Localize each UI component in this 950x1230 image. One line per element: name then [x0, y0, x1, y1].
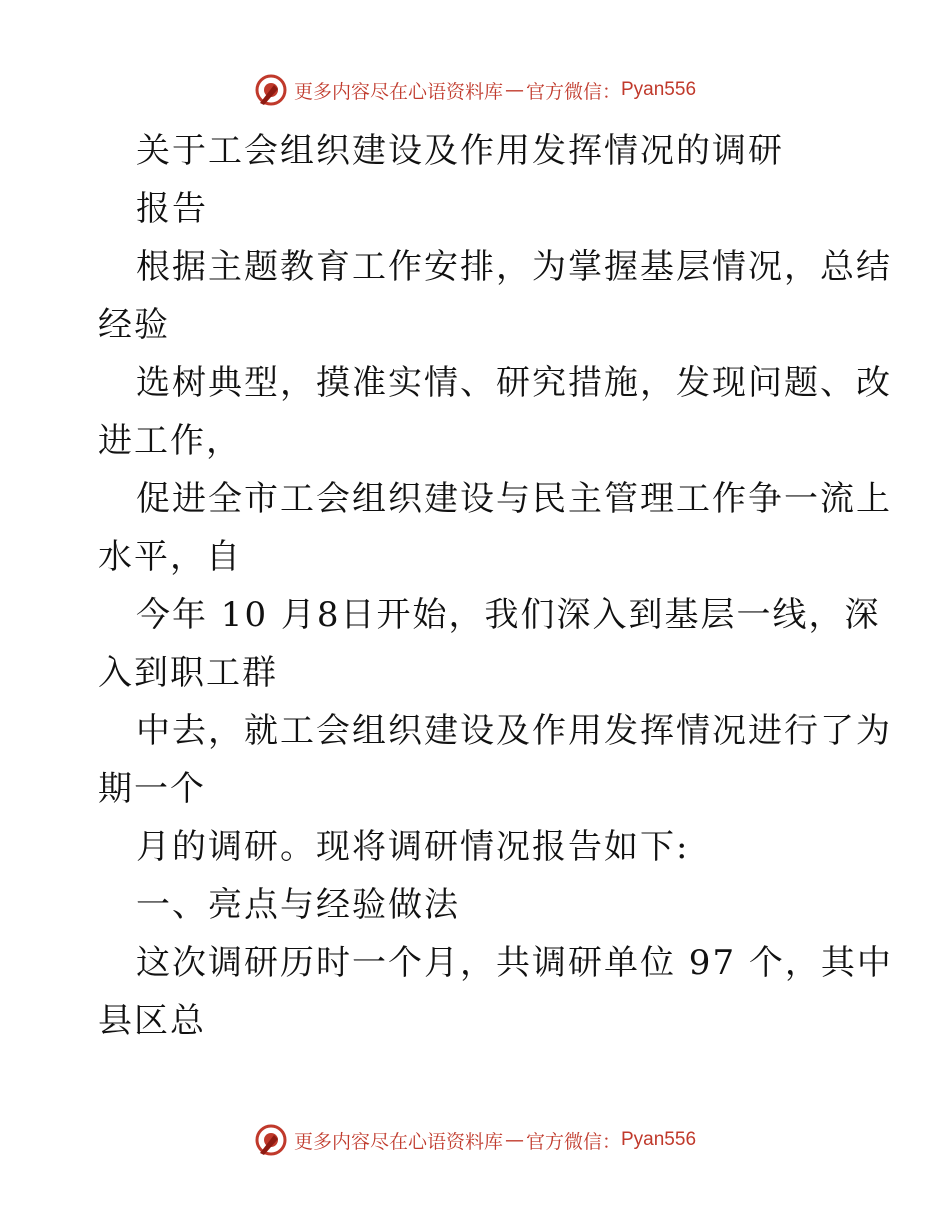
document-line: 关于工会组织建设及作用发挥情况的调研	[136, 131, 784, 171]
footer-site-text: 更多内容尽在心语资料库	[293, 1130, 503, 1153]
pen-logo-icon	[254, 73, 288, 107]
document-line: 进工作，	[98, 421, 242, 461]
footer-wechat-id: Pyan556	[621, 1129, 697, 1150]
document-line: 入到职工群	[98, 653, 278, 693]
document-line: 今年 10 月8日开始，我们深入到基层一线，深	[136, 595, 881, 635]
document-line: 这次调研历时一个月，共调研单位 97 个，其中	[136, 943, 893, 983]
document-line: 月的调研。现将调研情况报告如下:	[136, 827, 690, 867]
document-line: 根据主题教育工作安排，为掌握基层情况，总结	[136, 247, 892, 287]
footer-wechat-label: 官方微信：	[525, 1130, 621, 1153]
document-line: 经验	[98, 305, 170, 345]
document-line: 中去，就工会组织建设及作用发挥情况进行了为	[136, 711, 892, 751]
document-line: 促进全市工会组织建设与民主管理工作争一流上	[136, 479, 892, 519]
header-watermark-banner	[0, 70, 950, 110]
document-line: 县区总	[98, 1001, 206, 1041]
footer-watermark-banner	[0, 1120, 950, 1160]
document-line: 一、亮点与经验做法	[136, 885, 460, 925]
header-wechat-label: 官方微信：	[525, 80, 621, 103]
document-line: 期一个	[98, 769, 206, 809]
footer-dash: —	[504, 1129, 524, 1151]
header-site-text: 更多内容尽在心语资料库	[293, 80, 503, 103]
document-body	[98, 122, 893, 1050]
document-line: 报告	[136, 189, 208, 229]
document-line: 水平，自	[98, 537, 242, 577]
document-line: 选树典型，摸准实情、研究措施，发现问题、改	[136, 363, 892, 403]
header-dash: —	[504, 79, 524, 101]
pen-logo-icon	[254, 1123, 288, 1157]
header-wechat-id: Pyan556	[621, 79, 697, 100]
